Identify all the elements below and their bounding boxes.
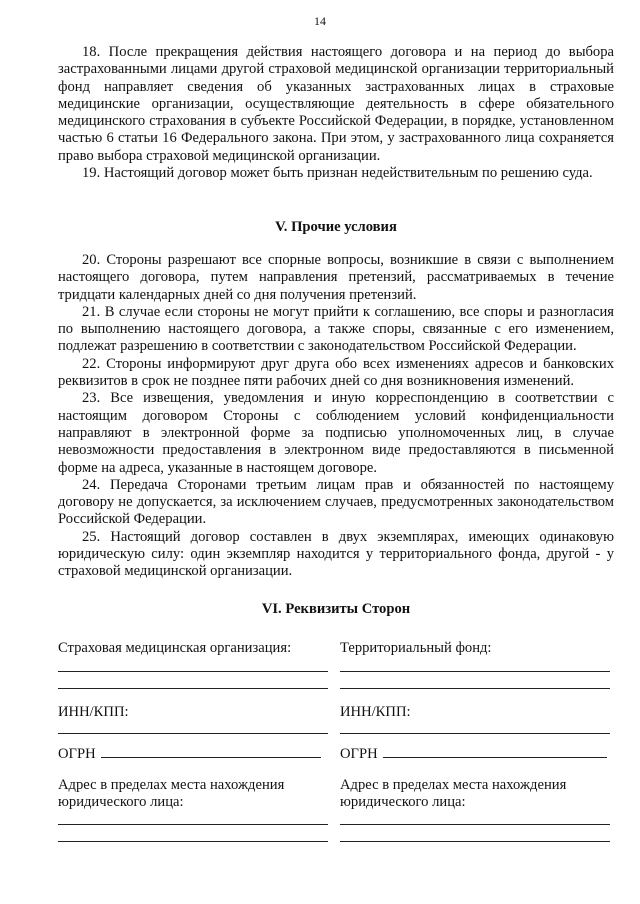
insurer-inn-line[interactable] xyxy=(58,733,328,734)
fund-ogrn-field xyxy=(340,746,607,763)
clauses-20-25 xyxy=(58,252,614,581)
insurer-address-label-line-1: Адрес в пределах места нахождения xyxy=(58,777,285,793)
insurer-org-label: Страховая медицинская организация: xyxy=(58,640,292,656)
clauses-18-19 xyxy=(58,44,614,182)
page-number: 14 xyxy=(314,14,326,28)
fund-address-label-line-2: юридического лица: xyxy=(340,794,466,810)
fund-ogrn-line[interactable] xyxy=(383,757,607,758)
insurer-ogrn-label: ОГРН xyxy=(58,746,96,762)
clause-18: 18. После прекращения действия настоящего договора и на период до выбора застрахованными лицами другой страховой медицинской организации территориальный фонд направляет сведения об указанных застрахованных лицах в страховые медицинские организации, осуществляющие деятельность в сфере обязательного медицинского страхования в субъекте Российской Федерации, в порядке, установленном частью 6 статьи 16 Федерального закона. При этом, у застрахованного лица сохраняется право выбора страховой медицинской организации. xyxy=(58,44,614,164)
fund-address-label-line-1: Адрес в пределах места нахождения xyxy=(340,777,567,793)
fund-org-label: Территориальный фонд: xyxy=(340,640,492,656)
insurer-address-label-line-2: юридического лица: xyxy=(58,794,184,810)
insurer-ogrn-field xyxy=(58,746,321,763)
insurer-address-line-2[interactable] xyxy=(58,841,328,842)
insurer-address-line-1[interactable] xyxy=(58,824,328,825)
insurer-ogrn-line[interactable] xyxy=(101,757,321,758)
fund-address-line-1[interactable] xyxy=(340,824,610,825)
clause-23: 23. Все извещения, уведомления и иную корреспонденцию в соответствии с настоящим договором Стороны с соблюдением условий конфиденциальности направляют в электронной форме за подписью уполномоченных лиц, в случае невозможности предоставления в электронном виде предоставляются в письменной форме на адреса, указанные в настоящем договоре. xyxy=(58,390,614,476)
clause-19: 19. Настоящий договор может быть признан недействительным по решению суда. xyxy=(82,165,593,182)
section-heading-other-terms: V. Прочие условия xyxy=(275,219,397,235)
fund-address-line-2[interactable] xyxy=(340,841,610,842)
insurer-org-line-1[interactable] xyxy=(58,671,328,672)
insurer-inn-label: ИНН/КПП: xyxy=(58,704,129,720)
clause-24: 24. Передача Сторонами третьим лицам прав и обязанностей по настоящему договору не допускается, за исключением случаев, предусмотренных законодательством Российской Федерации. xyxy=(58,476,614,528)
fund-org-line-2[interactable] xyxy=(340,688,610,689)
fund-org-line-1[interactable] xyxy=(340,671,610,672)
clause-25: 25. Настоящий договор составлен в двух экземплярах, имеющих одинаковую юридическую силу: один экземпляр находится у территориального фонда, другой - у страховой медицинской организации. xyxy=(58,528,614,580)
section-heading-requisites: VI. Реквизиты Сторон xyxy=(261,601,411,617)
fund-inn-line[interactable] xyxy=(340,733,610,734)
insurer-address-label xyxy=(58,777,284,811)
insurer-org-line-2[interactable] xyxy=(58,688,328,689)
fund-ogrn-label: ОГРН xyxy=(340,746,378,762)
fund-inn-label: ИНН/КПП: xyxy=(340,704,411,720)
clause-21: 21. В случае если стороны не могут прийти к соглашению, все споры и разногласия по выполнению настоящего договора, а также споры, связанные с его изменением, подлежат разрешению в соответствии с законодательством Российской Федерации. xyxy=(58,303,614,355)
fund-address-label xyxy=(340,777,566,811)
clause-20: 20. Стороны разрешают все спорные вопросы, возникшие в связи с выполнением настоящего договора, путем направления претензий, рассматриваемых в течение тридцати календарных дней со дня получения претензий. xyxy=(58,252,614,303)
clause-22: 22. Стороны информируют друг друга обо всех изменениях адресов и банковских реквизитов в срок не позднее пяти рабочих дней со дня возникновения изменений. xyxy=(58,355,614,390)
